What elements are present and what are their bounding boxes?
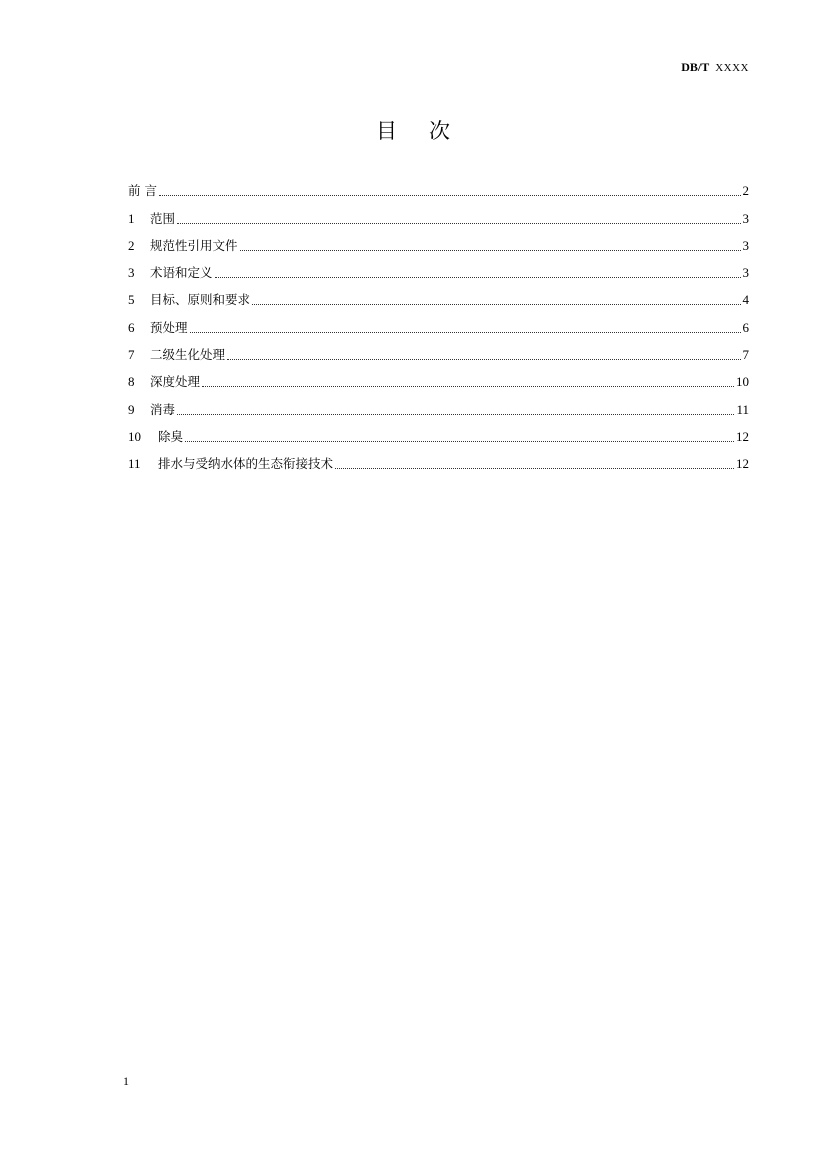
toc-entry-number: 11 <box>128 456 141 472</box>
toc-leader-dots <box>335 467 734 469</box>
toc-entry-disinfection[interactable] <box>128 390 749 417</box>
toc-entry-number: 6 <box>128 319 135 335</box>
toc-entry-page: 6 <box>742 319 749 335</box>
toc-entry-advanced-treatment[interactable] <box>128 363 749 390</box>
toc-entry-number: 8 <box>128 374 135 390</box>
toc-leader-dots <box>185 440 734 442</box>
toc-entry-label: 消毒 <box>150 401 176 417</box>
toc-leader-dots <box>177 222 740 224</box>
toc-leader-dots <box>159 194 741 196</box>
toc-entry-label: 二级生化处理 <box>150 347 226 363</box>
toc-entry-number: 5 <box>128 292 135 308</box>
toc-entry-label: 预处理 <box>150 319 188 335</box>
document-code-number: XXXX <box>715 62 749 74</box>
toc-entry-label: 排水与受纳水体的生态衔接技术 <box>158 456 334 472</box>
toc-entry-normative-references[interactable] <box>128 227 749 254</box>
toc-entry-page: 12 <box>736 456 749 472</box>
toc-leader-dots <box>252 303 740 305</box>
toc-entry-label: 深度处理 <box>150 374 201 390</box>
toc-leader-dots <box>215 276 741 278</box>
toc-entry-foreword[interactable] <box>128 172 749 199</box>
toc-entry-scope[interactable] <box>128 199 749 226</box>
toc-entry-page: 3 <box>742 210 749 226</box>
table-of-contents <box>128 172 749 472</box>
toc-entry-label: 目标、原则和要求 <box>150 292 251 308</box>
toc-entry-number: 10 <box>128 428 141 444</box>
toc-entry-page: 3 <box>742 237 749 253</box>
toc-entry-pretreatment[interactable] <box>128 308 749 335</box>
toc-leader-dots <box>190 331 741 333</box>
toc-entry-deodorization[interactable] <box>128 418 749 445</box>
toc-entry-label: 规范性引用文件 <box>150 237 238 253</box>
toc-entry-label: 前 言 <box>128 183 157 199</box>
toc-entry-number: 1 <box>128 210 135 226</box>
toc-entry-label: 术语和定义 <box>150 265 213 281</box>
document-code <box>681 60 749 75</box>
toc-entry-secondary-treatment[interactable] <box>128 336 749 363</box>
toc-leader-dots <box>177 413 734 415</box>
toc-leader-dots <box>202 385 734 387</box>
toc-entry-page: 12 <box>736 428 749 444</box>
toc-entry-page: 10 <box>736 374 749 390</box>
toc-entry-ecological-connection[interactable] <box>128 445 749 472</box>
toc-entry-number: 9 <box>128 401 135 417</box>
toc-title: 目次 <box>376 119 482 143</box>
toc-entry-page: 4 <box>742 292 749 308</box>
toc-entry-number: 7 <box>128 347 135 363</box>
toc-entry-page: 2 <box>742 183 749 199</box>
toc-entry-page: 7 <box>742 347 749 363</box>
toc-entry-page: 11 <box>736 401 749 417</box>
toc-entry-label: 除臭 <box>158 428 184 444</box>
toc-entry-label: 范围 <box>150 210 176 226</box>
document-code-prefix: DB/T <box>681 60 710 74</box>
toc-entry-objectives[interactable] <box>128 281 749 308</box>
toc-entry-number: 2 <box>128 237 135 253</box>
toc-entry-terms-definitions[interactable] <box>128 254 749 281</box>
page-number: 1 <box>123 1074 129 1088</box>
toc-entry-page: 3 <box>742 265 749 281</box>
toc-entry-number: 3 <box>128 265 135 281</box>
toc-leader-dots <box>240 249 741 251</box>
toc-leader-dots <box>227 358 740 360</box>
